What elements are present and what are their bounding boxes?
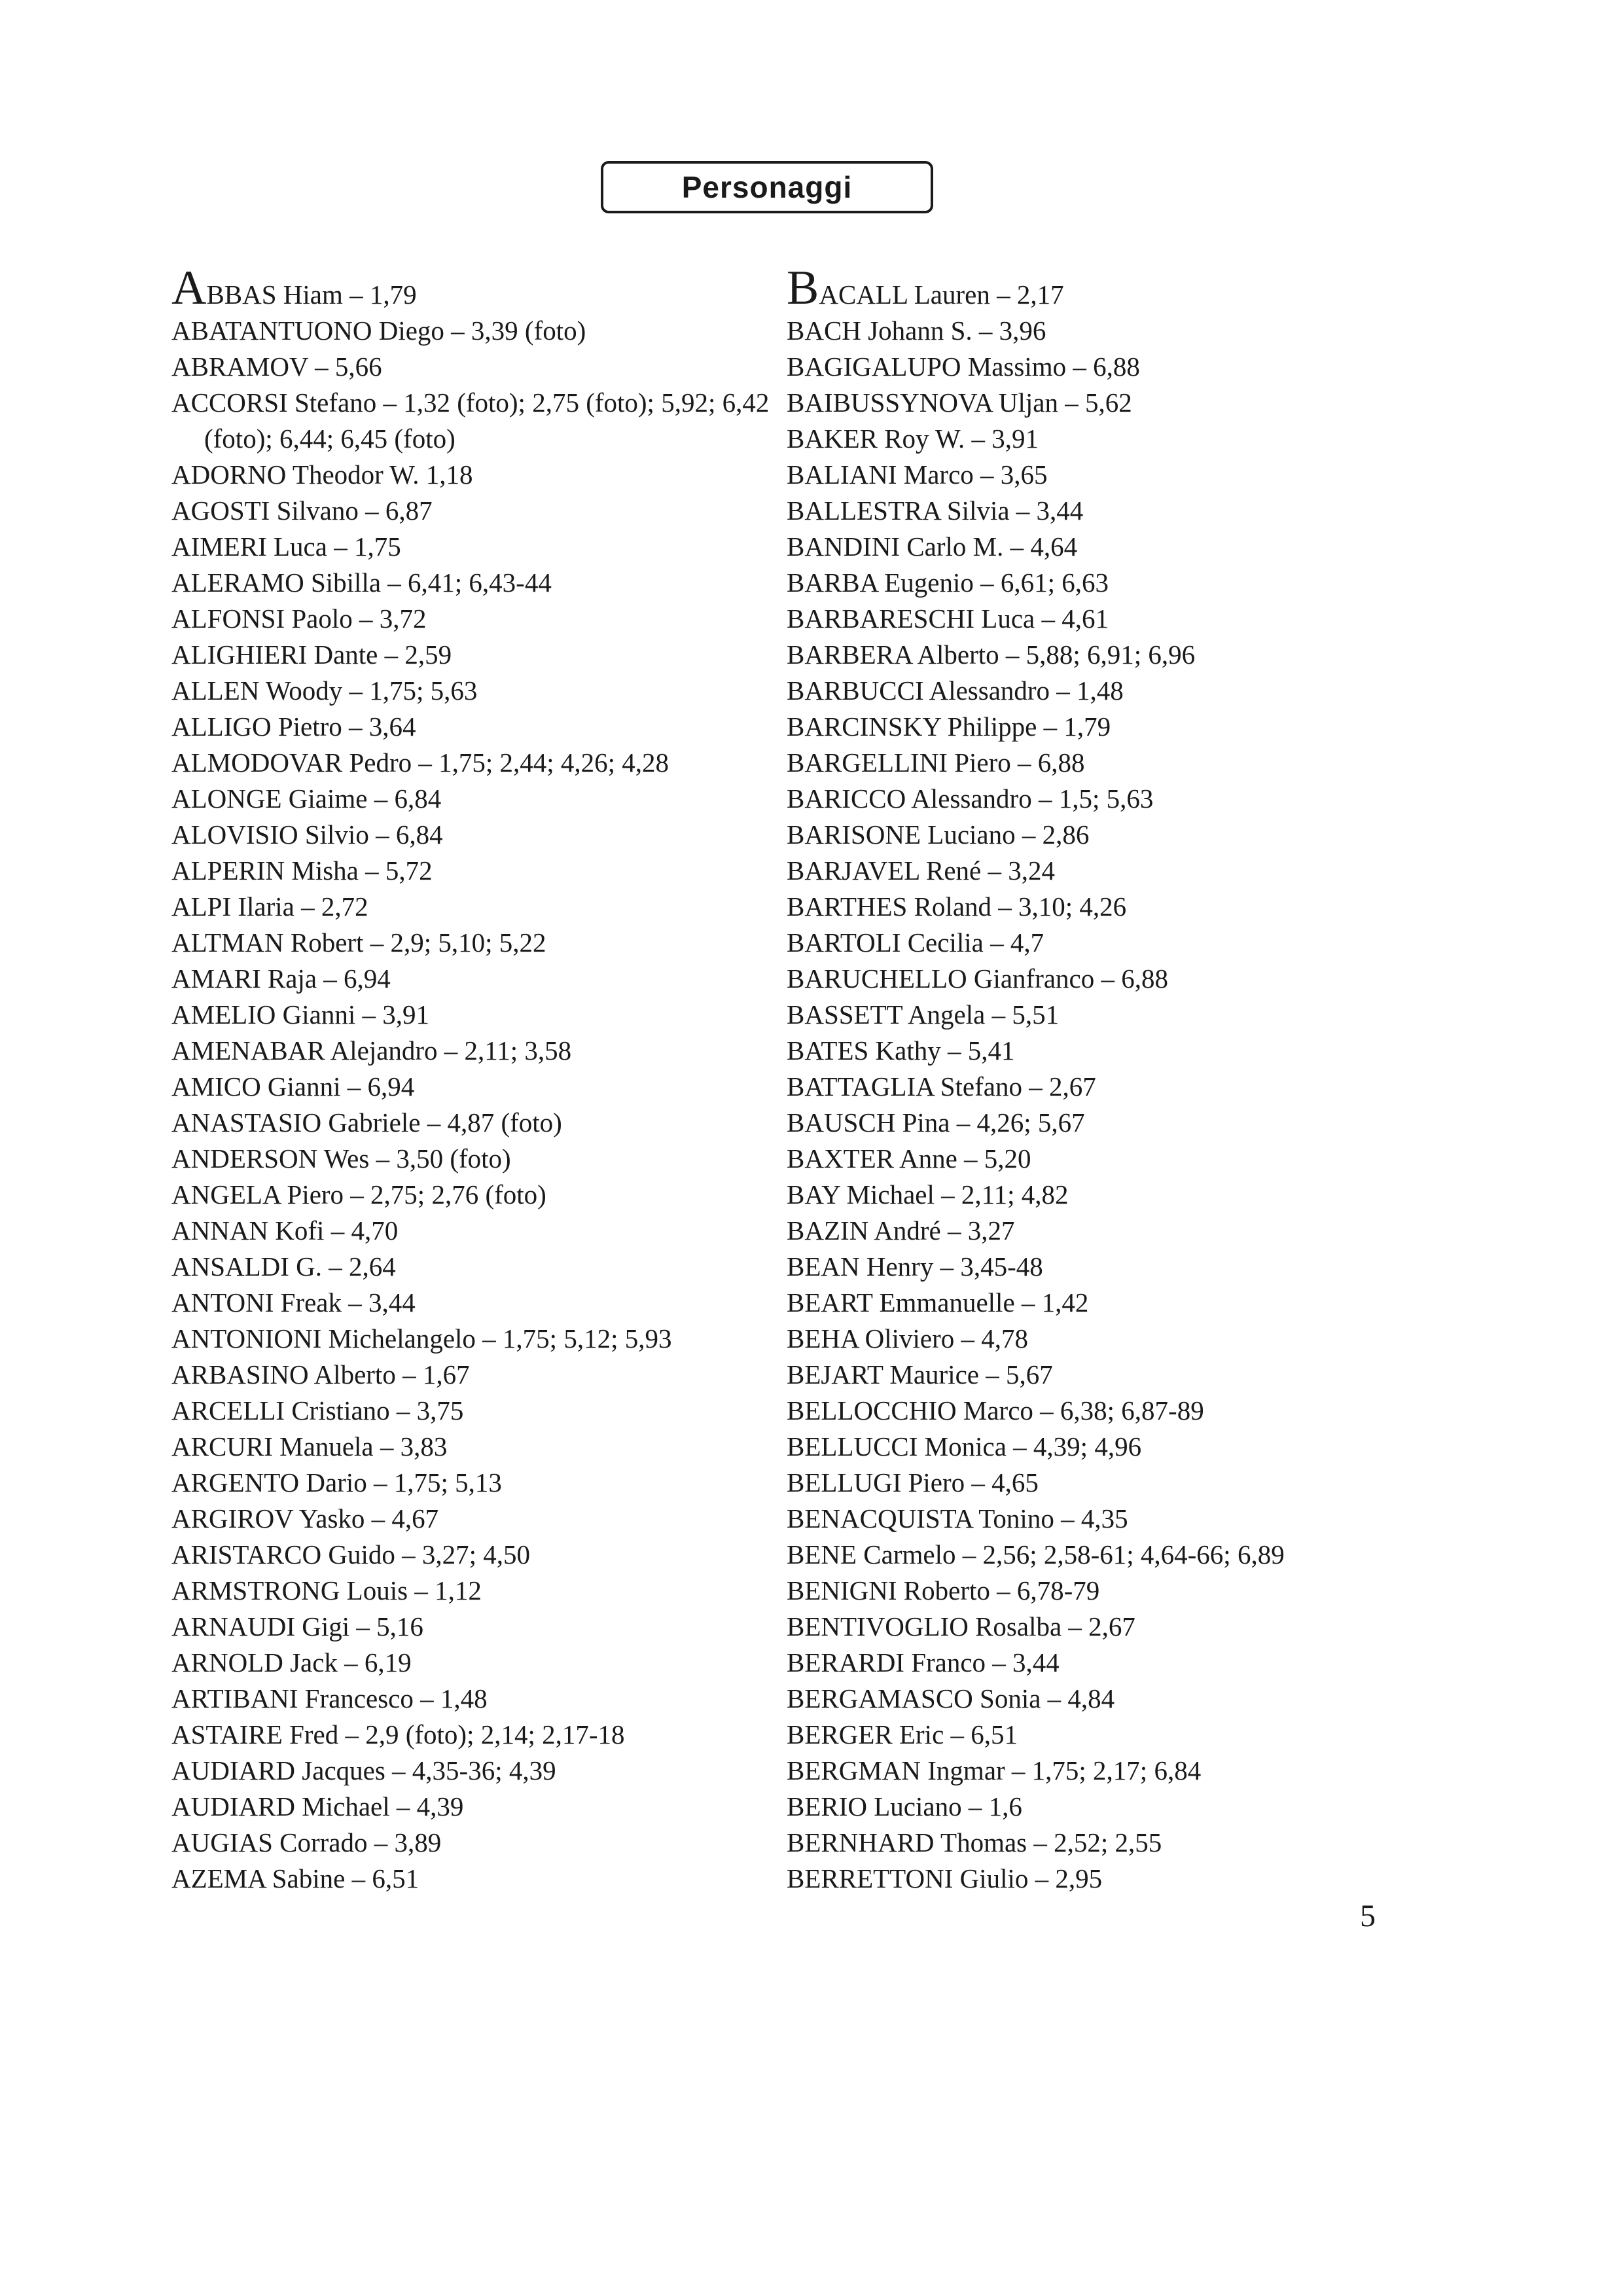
index-entry: BAKER Roy W. – 3,91: [787, 423, 1039, 454]
index-entry: BARTHES Roland – 3,10; 4,26: [787, 891, 1127, 922]
index-entry: ANASTASIO Gabriele – 4,87 (foto): [171, 1107, 562, 1138]
index-entry: BALIANI Marco – 3,65: [787, 459, 1048, 490]
page-number: 5: [1360, 1899, 1376, 1933]
index-entry: ALFONSI Paolo – 3,72: [171, 603, 427, 634]
index-entry: AMELIO Gianni – 3,91: [171, 999, 430, 1030]
index-entry: BARBUCCI Alessandro – 1,48: [787, 675, 1124, 706]
index-entry: BAY Michael – 2,11; 4,82: [787, 1179, 1069, 1210]
index-entry: ANSALDI G. – 2,64: [171, 1251, 396, 1282]
index-entry: BARICCO Alessandro – 1,5; 5,63: [787, 783, 1154, 814]
index-entry: ARISTARCO Guido – 3,27; 4,50: [171, 1539, 530, 1570]
index-entry: BEJART Maurice – 5,67: [787, 1359, 1053, 1390]
index-entry: BAGIGALUPO Massimo – 6,88: [787, 351, 1140, 382]
index-entry: ASTAIRE Fred – 2,9 (foto); 2,14; 2,17-18: [171, 1719, 625, 1749]
index-entry: ALLIGO Pietro – 3,64: [171, 711, 416, 742]
index-entry: ANDERSON Wes – 3,50 (foto): [171, 1143, 511, 1174]
index-entry: ARMSTRONG Louis – 1,12: [171, 1575, 482, 1605]
index-entry: BACALL Lauren – 2,17: [787, 261, 1064, 315]
index-entry: BELLOCCHIO Marco – 6,38; 6,87-89: [787, 1395, 1204, 1426]
index-entry: ARCURI Manuela – 3,83: [171, 1431, 448, 1462]
index-column-b: [787, 261, 1389, 1897]
index-entry: ALERAMO Sibilla – 6,41; 6,43-44: [171, 567, 552, 598]
index-entry: BERRETTONI Giulio – 2,95: [787, 1863, 1103, 1893]
index-entry: BERIO Luciano – 1,6: [787, 1791, 1022, 1821]
index-entry: BAIBUSSYNOVA Uljan – 5,62: [787, 387, 1132, 418]
index-entry: BARCINSKY Philippe – 1,79: [787, 711, 1111, 742]
index-entry: BATES Kathy – 5,41: [787, 1035, 1015, 1066]
index-entry: ANTONI Freak – 3,44: [171, 1287, 416, 1318]
index-entry: ABRAMOV – 5,66: [171, 351, 382, 382]
index-column-a: [171, 261, 774, 1897]
index-entry: BENE Carmelo – 2,56; 2,58-61; 4,64-66; 6,89: [787, 1539, 1285, 1570]
index-entry: BARTOLI Cecilia – 4,7: [787, 927, 1044, 958]
index-entry: ARBASINO Alberto – 1,67: [171, 1359, 470, 1390]
index-entry: BELLUCCI Monica – 4,39; 4,96: [787, 1431, 1142, 1462]
index-entry: ALMODOVAR Pedro – 1,75; 2,44; 4,26; 4,28: [171, 747, 669, 778]
index-entry: AUDIARD Jacques – 4,35-36; 4,39: [171, 1755, 556, 1785]
index-entry: BARBA Eugenio – 6,61; 6,63: [787, 567, 1109, 598]
index-entry: BARBARESCHI Luca – 4,61: [787, 603, 1109, 634]
index-entry: BERNHARD Thomas – 2,52; 2,55: [787, 1827, 1162, 1857]
index-entry: ALOVISIO Silvio – 6,84: [171, 819, 443, 850]
index-entry: BACH Johann S. – 3,96: [787, 315, 1046, 346]
index-entry: BEHA Oliviero – 4,78: [787, 1323, 1028, 1354]
index-entry: BALLESTRA Silvia – 3,44: [787, 495, 1084, 526]
index-entry: ALTMAN Robert – 2,9; 5,10; 5,22: [171, 927, 546, 958]
index-entry: ADORNO Theodor W. 1,18: [171, 459, 473, 490]
index-entry: BEART Emmanuelle – 1,42: [787, 1287, 1089, 1318]
section-title: Personaggi: [681, 170, 853, 204]
index-entry: ARGENTO Dario – 1,75; 5,13: [171, 1467, 502, 1498]
index-entry: BARISONE Luciano – 2,86: [787, 819, 1090, 850]
index-entry: ACCORSI Stefano – 1,32 (foto); 2,75 (foto); 5,92; 6,42 (foto); 6,44; 6,45 (foto): [171, 387, 770, 454]
index-entry: ANTONIONI Michelangelo – 1,75; 5,12; 5,93: [171, 1323, 672, 1354]
index-entry: BERARDI Franco – 3,44: [787, 1647, 1060, 1677]
index-entry: BELLUGI Piero – 4,65: [787, 1467, 1039, 1498]
index-entry: BASSETT Angela – 5,51: [787, 999, 1060, 1030]
index-entry: BAXTER Anne – 5,20: [787, 1143, 1031, 1174]
index-entry: BAZIN André – 3,27: [787, 1215, 1015, 1246]
index-entry: ALLEN Woody – 1,75; 5,63: [171, 675, 478, 706]
index-entry: BATTAGLIA Stefano – 2,67: [787, 1071, 1096, 1102]
index-entry: BENIGNI Roberto – 6,78-79: [787, 1575, 1100, 1605]
index-entry: ARCELLI Cristiano – 3,75: [171, 1395, 464, 1426]
index-entry: BAUSCH Pina – 4,26; 5,67: [787, 1107, 1085, 1138]
index-entry: AMARI Raja – 6,94: [171, 963, 391, 994]
index-entry: ARGIROV Yasko – 4,67: [171, 1503, 439, 1534]
index-entry: AMICO Gianni – 6,94: [171, 1071, 415, 1102]
index-entry: AIMERI Luca – 1,75: [171, 531, 401, 562]
index-entry: BERGMAN Ingmar – 1,75; 2,17; 6,84: [787, 1755, 1202, 1785]
index-entry: BERGER Eric – 6,51: [787, 1719, 1018, 1749]
index-entry: AZEMA Sabine – 6,51: [171, 1863, 419, 1893]
index-entry: ANGELA Piero – 2,75; 2,76 (foto): [171, 1179, 546, 1210]
index-entry: BENACQUISTA Tonino – 4,35: [787, 1503, 1128, 1534]
index-entry: BENTIVOGLIO Rosalba – 2,67: [787, 1611, 1135, 1641]
index-entry: ABBAS Hiam – 1,79: [171, 261, 417, 315]
index-entry: BARUCHELLO Gianfranco – 6,88: [787, 963, 1169, 994]
index-entry: BEAN Henry – 3,45-48: [787, 1251, 1043, 1282]
index-entry: BANDINI Carlo M. – 4,64: [787, 531, 1078, 562]
index-entry: AMENABAR Alejandro – 2,11; 3,58: [171, 1035, 572, 1066]
index-entry: AUGIAS Corrado – 3,89: [171, 1827, 442, 1857]
index-entry: ARNOLD Jack – 6,19: [171, 1647, 412, 1677]
index-entry: ABATANTUONO Diego – 3,39 (foto): [171, 315, 586, 346]
index-entry: BARJAVEL René – 3,24: [787, 855, 1055, 886]
index-entry: ALIGHIERI Dante – 2,59: [171, 639, 452, 670]
index-entry: ALONGE Giaime – 6,84: [171, 783, 442, 814]
index-entry: ARNAUDI Gigi – 5,16: [171, 1611, 423, 1641]
index-entry: BARGELLINI Piero – 6,88: [787, 747, 1085, 778]
index-entry: BARBERA Alberto – 5,88; 6,91; 6,96: [787, 639, 1196, 670]
section-title-box: [601, 161, 933, 213]
index-entry: AUDIARD Michael – 4,39: [171, 1791, 464, 1821]
index-entry: ALPERIN Misha – 5,72: [171, 855, 433, 886]
index-entry: ALPI Ilaria – 2,72: [171, 891, 368, 922]
index-entry: AGOSTI Silvano – 6,87: [171, 495, 433, 526]
index-entry: ARTIBANI Francesco – 1,48: [171, 1683, 488, 1713]
index-entry: BERGAMASCO Sonia – 4,84: [787, 1683, 1115, 1713]
index-entry: ANNAN Kofi – 4,70: [171, 1215, 399, 1246]
